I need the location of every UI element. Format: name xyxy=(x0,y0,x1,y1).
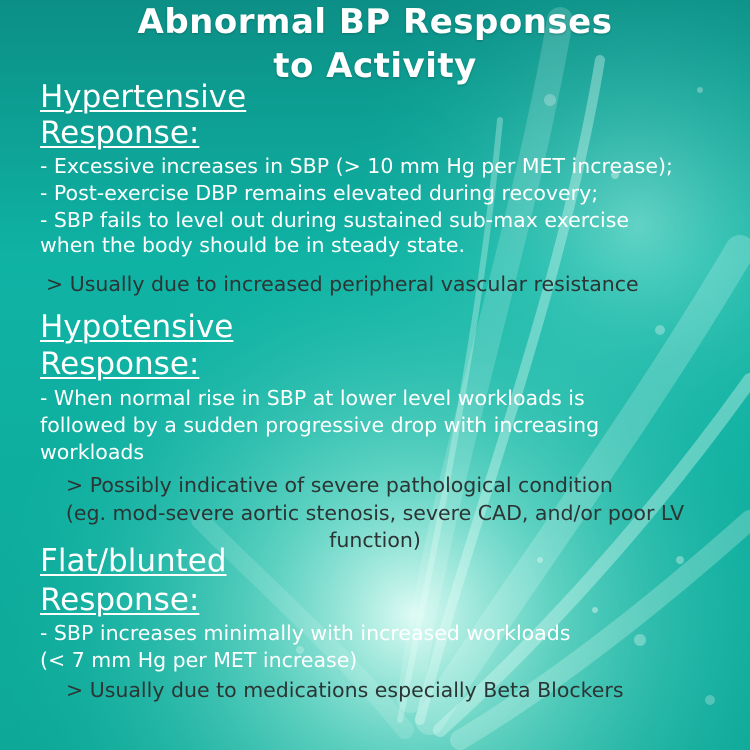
hypertensive-heading-line1: Hypertensive xyxy=(40,79,247,115)
hypotensive-line: followed by a sudden progressive drop with increasing xyxy=(40,413,600,437)
hypotensive-note: > Possibly indicative of severe pathological condition xyxy=(66,473,613,497)
hypotensive-note: (eg. mod-severe aortic stenosis, severe CAD, and/or poor LV xyxy=(65,501,685,525)
slide-title-line1: Abnormal BP Responses xyxy=(137,2,613,42)
flat-line: - SBP increases minimally with increased workloads xyxy=(40,621,571,645)
hypotensive-note: function) xyxy=(329,528,421,552)
hypertensive-line: - Post-exercise DBP remains elevated during recovery; xyxy=(40,181,599,205)
flat-line: (< 7 mm Hg per MET increase) xyxy=(40,648,358,672)
hypotensive-heading-line2: Response: xyxy=(40,346,200,382)
hypertensive-line: when the body should be in steady state. xyxy=(40,233,466,257)
flat-note: > Usually due to medications especially Beta Blockers xyxy=(66,678,624,702)
flat-heading-line1: Flat/blunted xyxy=(40,543,227,579)
hypertensive-heading-line2: Response: xyxy=(40,115,200,151)
hypertensive-line: - Excessive increases in SBP (> 10 mm Hg per MET increase); xyxy=(40,154,673,178)
flat-heading-line2: Response: xyxy=(40,582,200,618)
hypotensive-heading-line1: Hypotensive xyxy=(40,309,234,345)
hypotensive-line: - When normal rise in SBP at lower level workloads is xyxy=(40,386,585,410)
hypertensive-note: > Usually due to increased peripheral vascular resistance xyxy=(46,272,639,296)
hypertensive-line: - SBP fails to level out during sustained sub-max exercise xyxy=(40,208,629,232)
slide-title-line2: to Activity xyxy=(273,46,477,86)
hypotensive-line: workloads xyxy=(40,440,145,464)
